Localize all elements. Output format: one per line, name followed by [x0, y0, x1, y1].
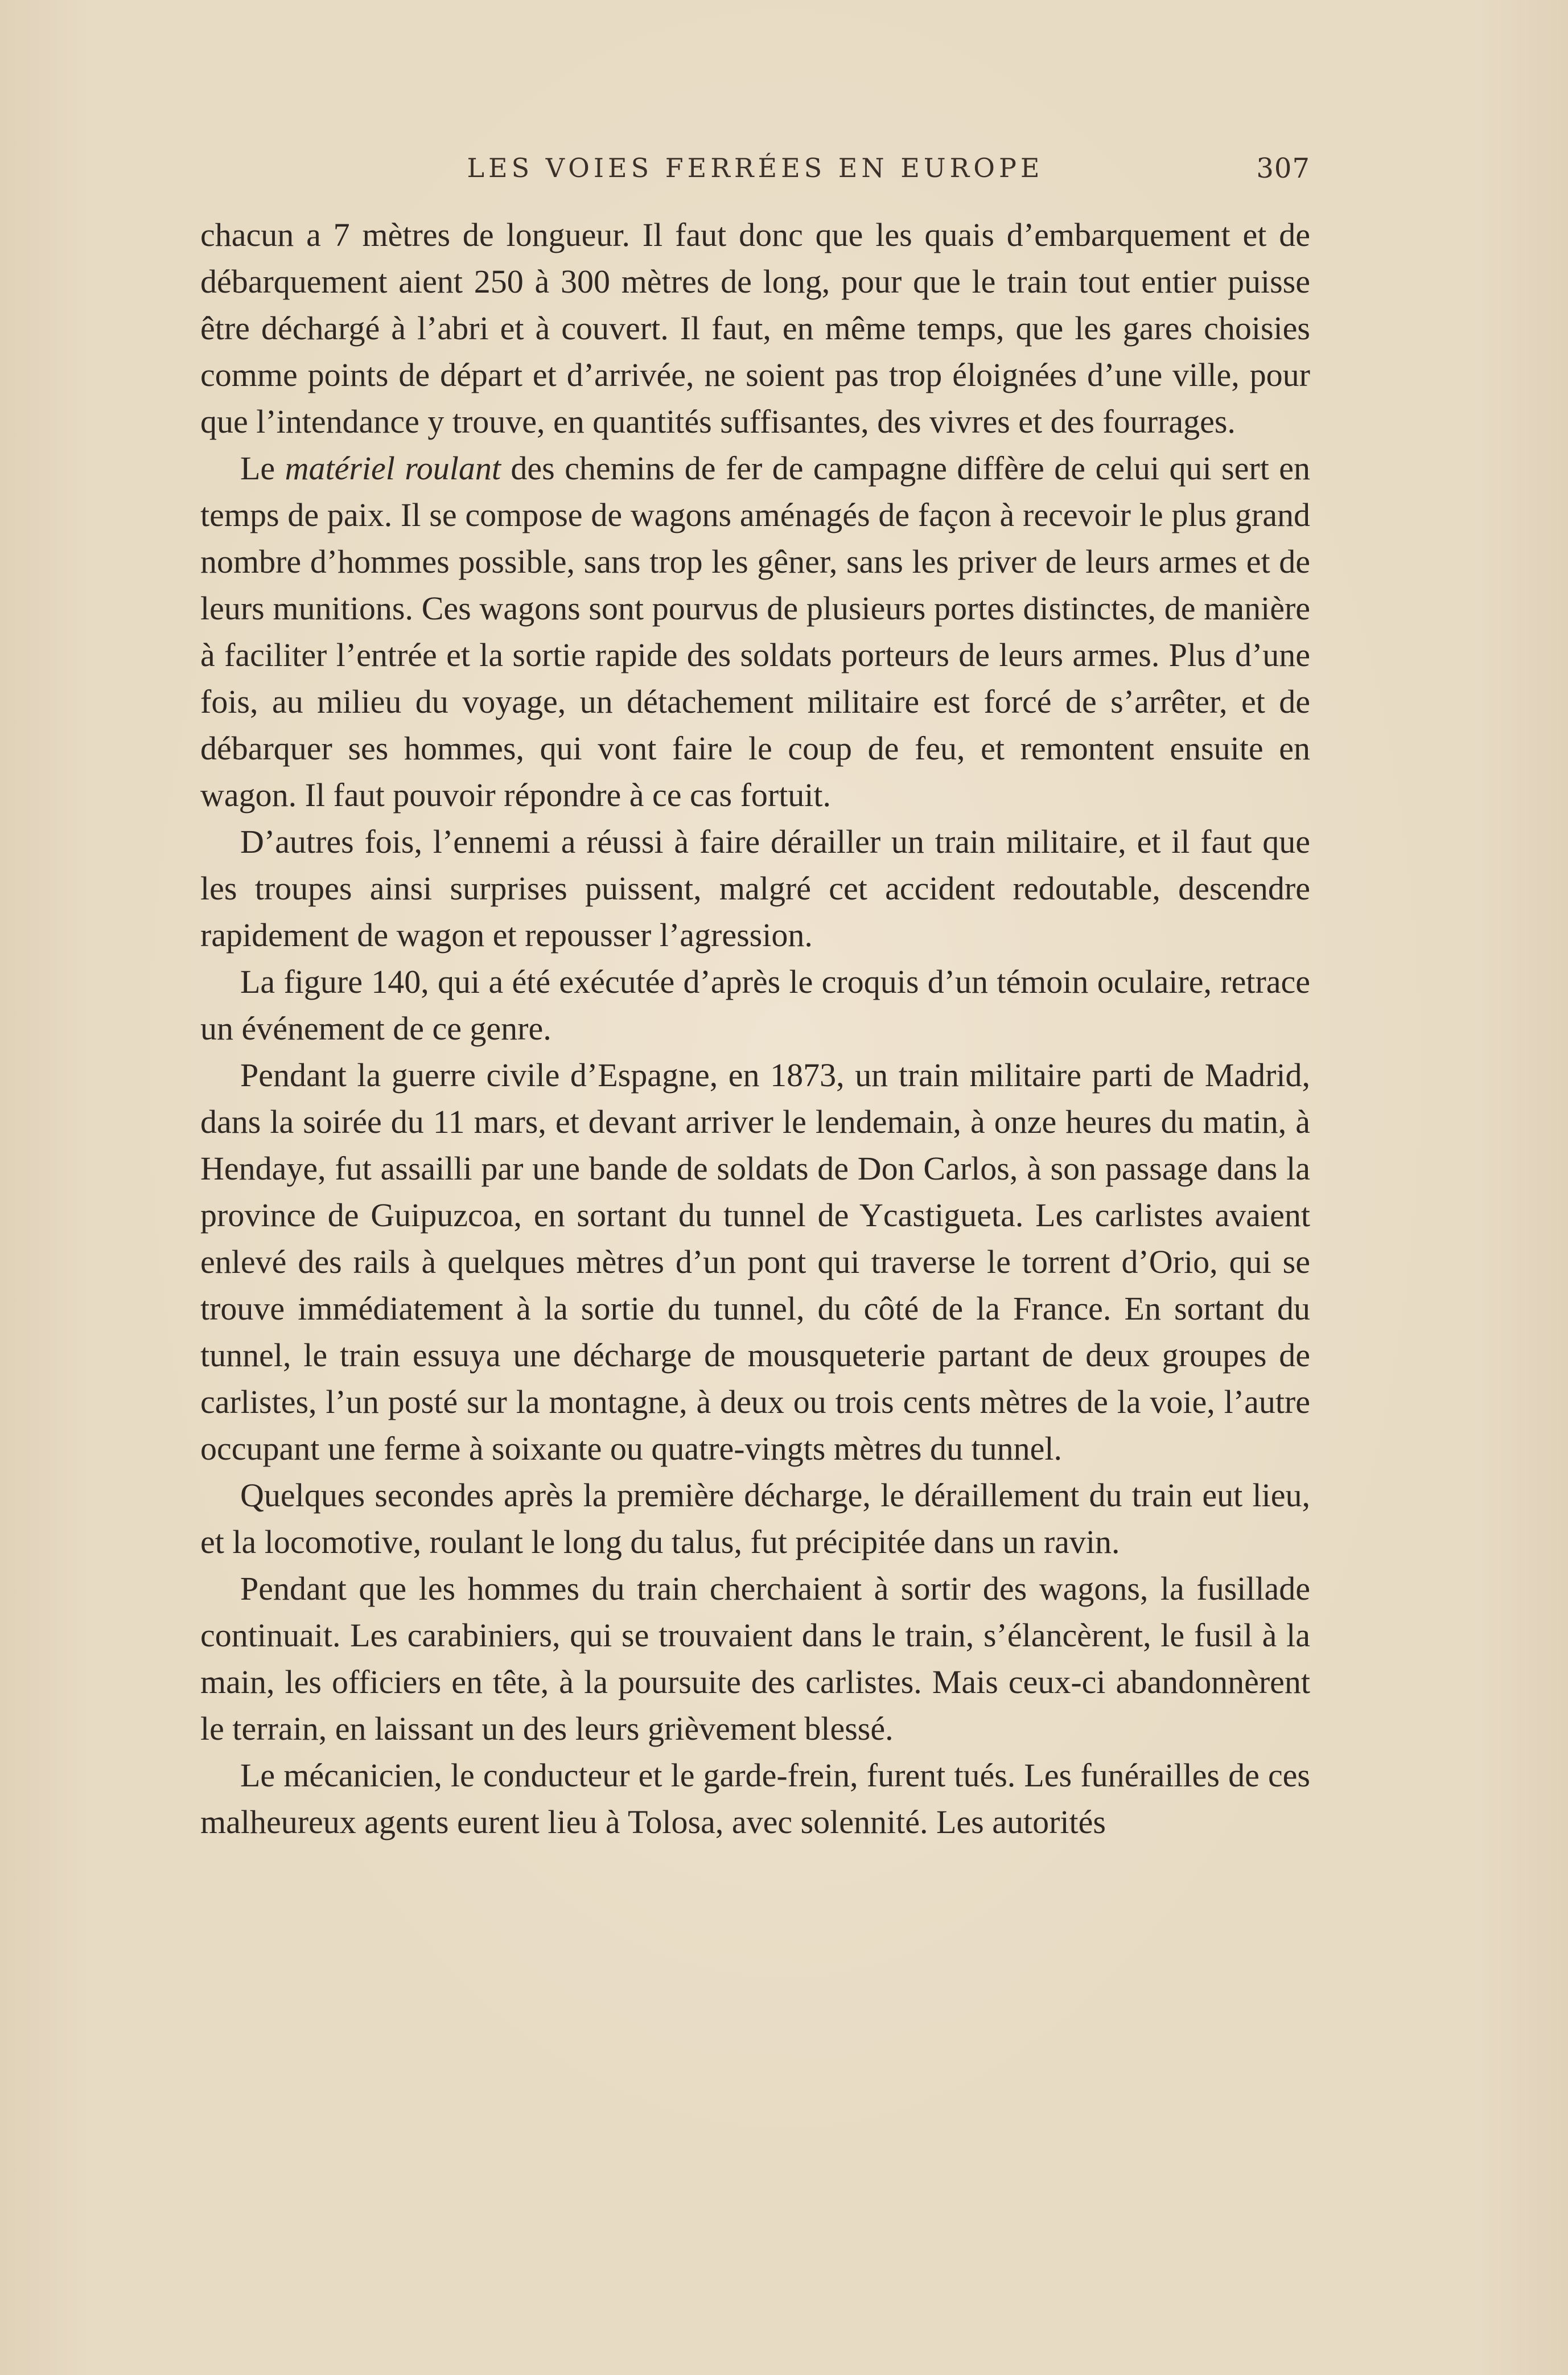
paragraph-2-start: Le: [240, 450, 285, 487]
paragraph-5: Pendant la guerre civile d’Espagne, en 1873, un train militaire parti de Madrid, dans la soirée du 11 mars, et devant arriver le lendemain, à onze heures du matin, à Hendaye, fut assailli par une bande de soldats de Don Carlos, à son passage dans la province de Guipuzcoa, en sortant du tunnel de Ycastigueta. Les carlistes avaient enlevé des rails à quelques mètres d’un pont qui traverse le torrent d’Orio, qui se trouve immédiatement à la sortie du tunnel, du côté de la France. En sortant du tunnel, le train essuya une décharge de mousqueterie partant de deux groupes de carlistes, l’un posté sur la montagne, à deux ou trois cents mètres de la voie, l’autre occupant une ferme à soixante ou quatre-vingts mètres du tunnel.: [200, 1057, 1310, 1467]
paragraph-7: Pendant que les hommes du train cherchaient à sortir des wagons, la fusillade continuait. Les carabiniers, qui se trouvaient dans le train, s’élancèrent, le fusil à la main, les officiers en tête, à la poursuite des carlistes. Mais ceux-ci abandonnèrent le terrain, en laissant un des leurs grièvement blessé.: [200, 1570, 1310, 1747]
paragraph-1: chacun a 7 mètres de longueur. Il faut donc que les quais d’embarquement et de débarquement aient 250 à 300 mètres de long, pour que le train tout entier puisse être déchargé à l’abri et à couvert. Il faut, en même temps, que les gares choisies comme points de départ et d’arrivée, ne soient pas trop éloignées d’une ville, pour que l’intendance y trouve, en quantités suffisantes, des vivres et des fourrages.: [200, 216, 1310, 440]
paragraph-3: D’autres fois, l’ennemi a réussi à faire dérailler un train militaire, et il faut que les troupes ainsi surprises puissent, malgré cet accident redoutable, descendre rapidement de wagon et repousser l’agression.: [200, 823, 1310, 954]
running-title: LES VOIES FERRÉES EN EUROPE: [467, 153, 1044, 183]
paragraph-4: La figure 140, qui a été exécutée d’après le croquis d’un témoin oculaire, retrace un événement de ce genre.: [200, 963, 1310, 1047]
paragraph-2: [200, 445, 1310, 819]
body-text: [200, 212, 1310, 1846]
paragraph-6: Quelques secondes après la première décharge, le déraillement du train eut lieu, et la locomotive, roulant le long du talus, fut précipitée dans un ravin.: [200, 1477, 1310, 1560]
page-number: 307: [1256, 153, 1310, 184]
paragraph-2-italic: matériel roulant: [285, 450, 501, 487]
paragraph-2-rest: des chemins de fer de campagne diffère de celui qui sert en temps de paix. Il se compose de wagons aménagés de façon à recevoir le plus grand nombre d’hommes possible, sans trop les gêner, sans les priver de leurs armes et de leurs munitions. Ces wagons sont pourvus de plusieurs portes distinctes, de manière à faciliter l’entrée et la sortie rapide des soldats porteurs de leurs armes. Plus d’une fois, au milieu du voyage, un détachement militaire est forcé de s’arrêter, et de débarquer ses hommes, qui vont faire le coup de feu, et remontent ensuite en wagon. Il faut pouvoir répondre à ce cas fortuit.: [200, 450, 1311, 813]
paragraph-8: Le mécanicien, le conducteur et le garde-frein, furent tués. Les funérailles de ces malheureux agents eurent lieu à Tolosa, avec solennité. Les autorités: [200, 1757, 1310, 1840]
running-head: [200, 153, 1310, 192]
